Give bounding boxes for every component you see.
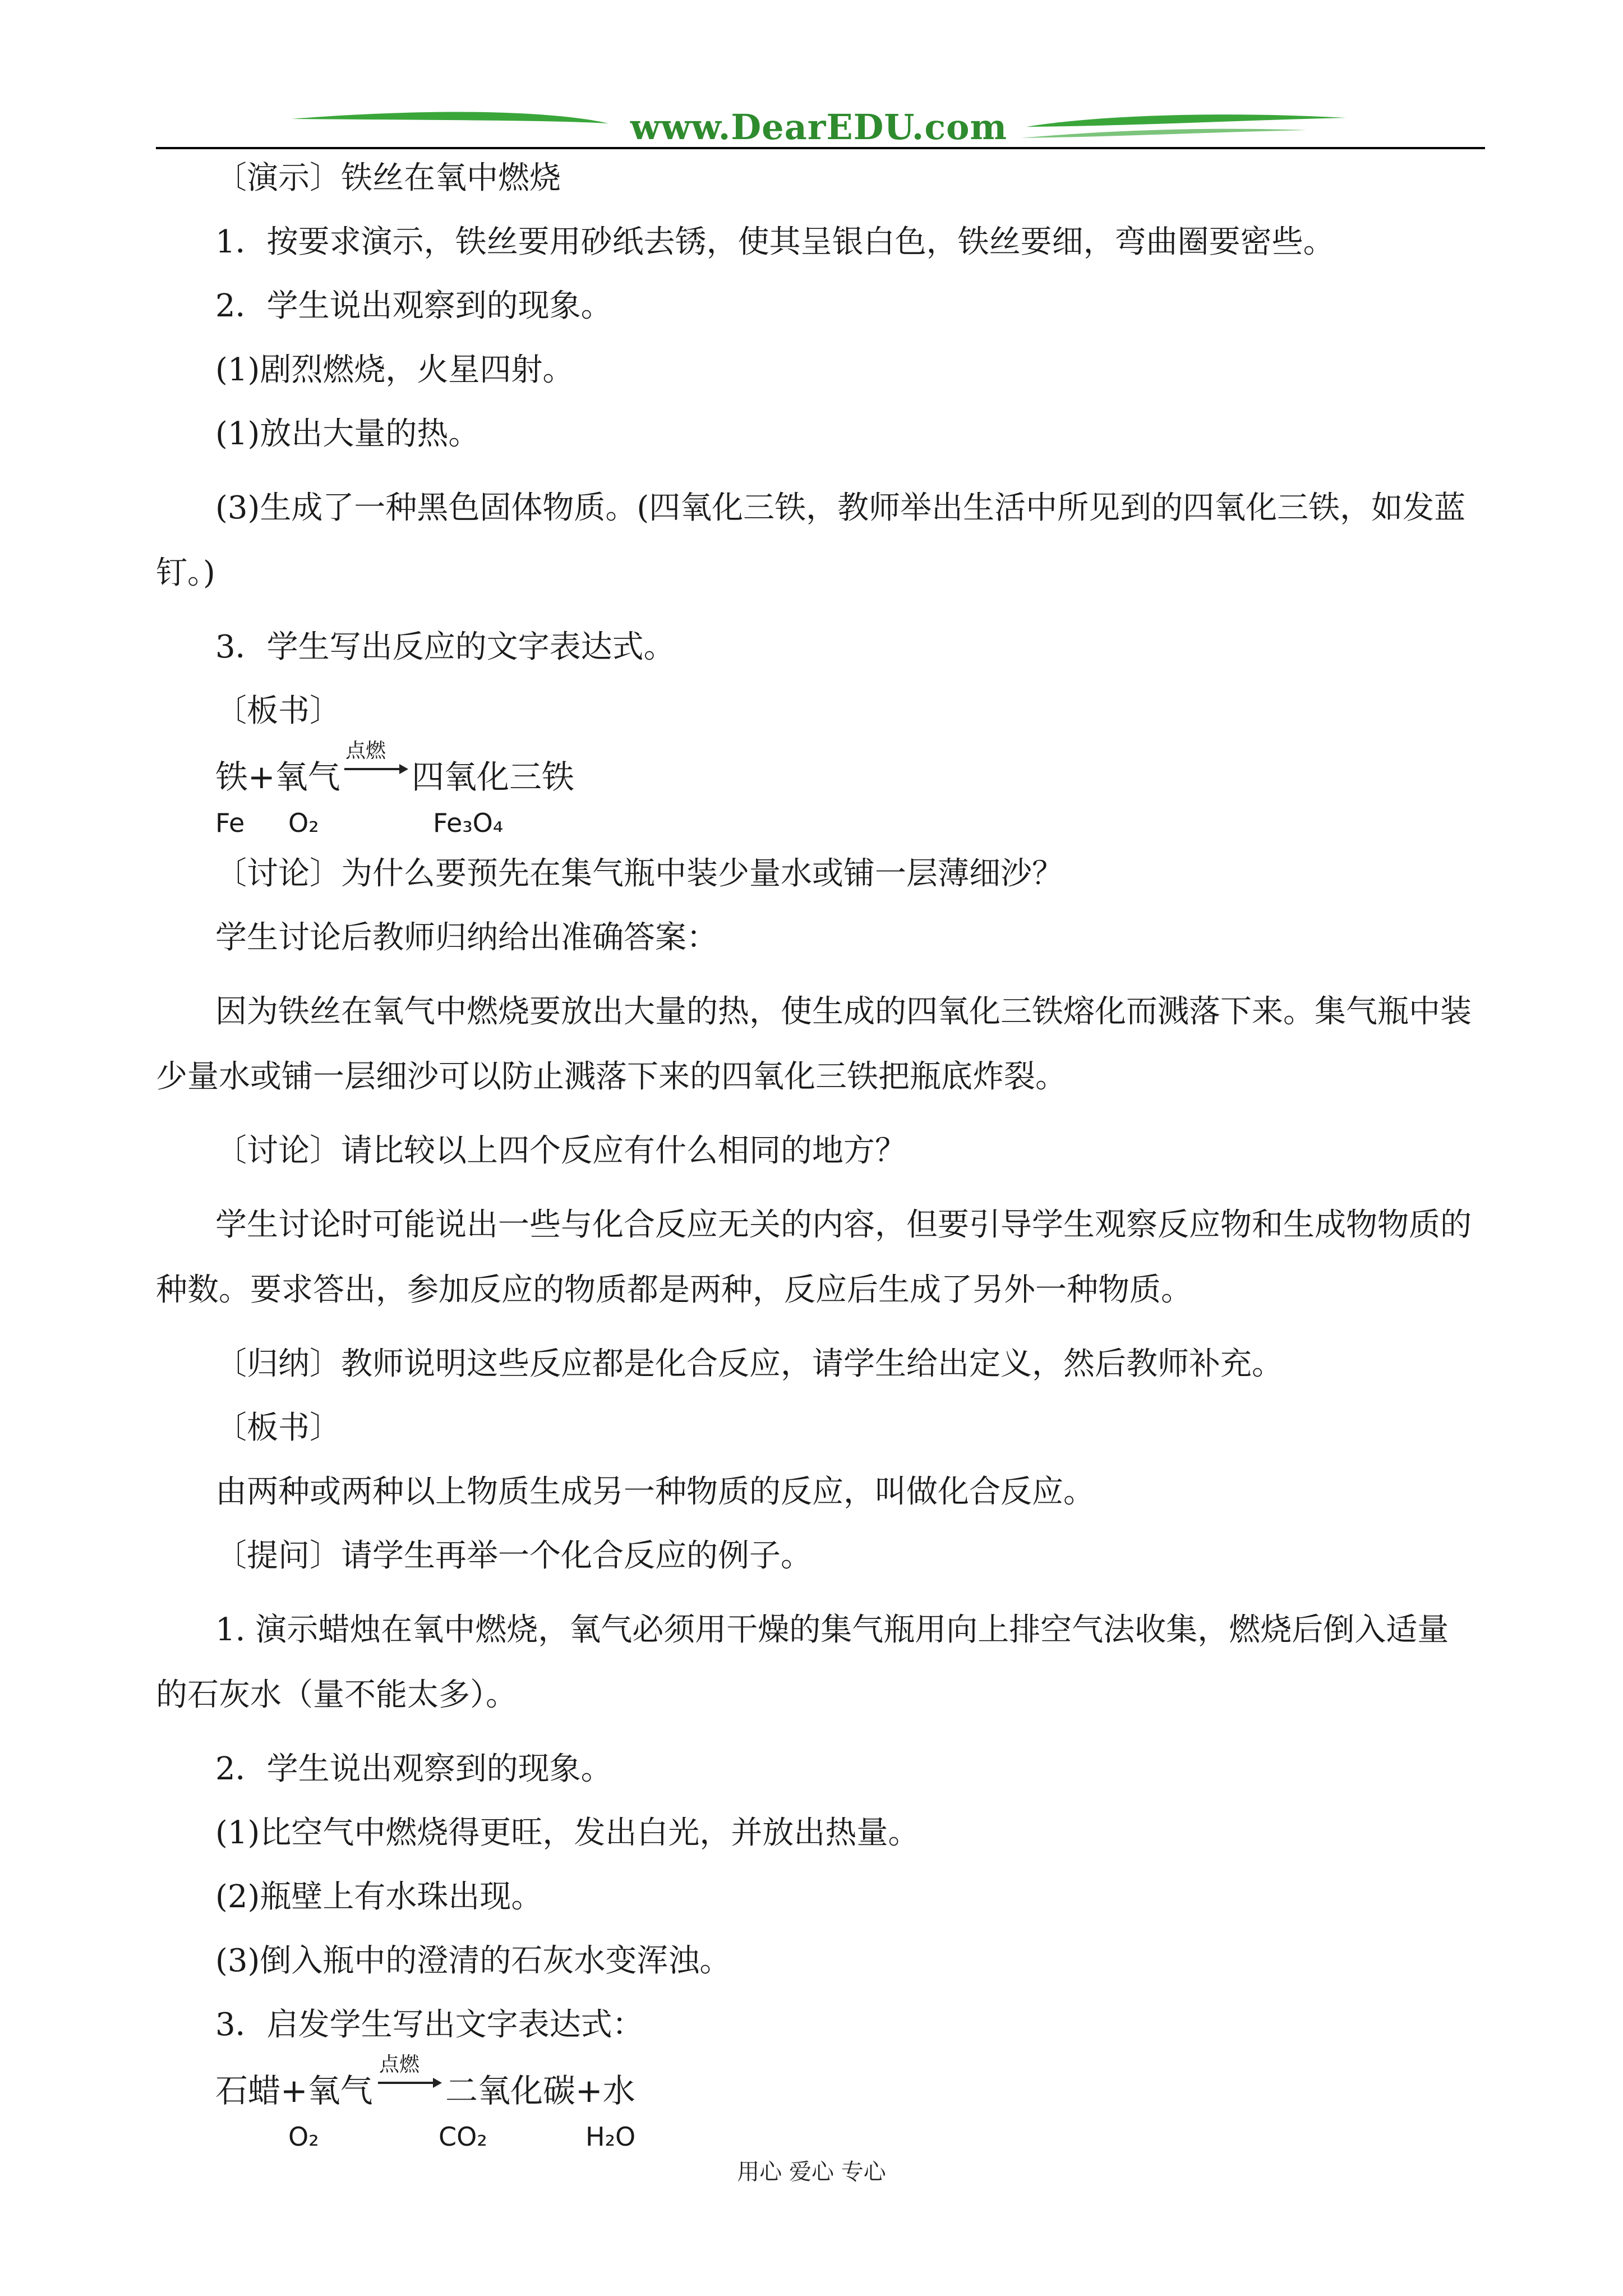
paragraph: 学生讨论后教师归纳给出准确答案：	[215, 919, 718, 956]
paragraph: (1)剧烈燃烧，火星四射。	[215, 352, 574, 388]
paragraph: 由两种或两种以上物质生成另一种物质的反应，叫做化合反应。	[215, 1474, 1095, 1510]
paragraph: 因为铁丝在氧气中燃烧要放出大量的热，使生成的四氧化三铁熔化而溅落下来。集气瓶中装少量水或铺一层细沙可以防止溅落下来的四氧化三铁把瓶底炸裂。	[156, 993, 1472, 1095]
paragraph: (3)生成了一种黑色固体物质。(四氧化三铁，教师举出生活中所见到的四氧化三铁，如发蓝钉。)	[156, 490, 1466, 591]
equation-iron-oxygen	[215, 734, 1478, 846]
paragraph: (2)瓶壁上有水珠出现。	[215, 1879, 543, 1915]
paragraph: 学生讨论时可能说出一些与化合反应无关的内容，但要引导学生观察反应物和生成物物质的种数。要求答出，参加反应的物质都是两种，反应后生成了另外一种物质。	[156, 1207, 1472, 1308]
eq1-condition: 点燃	[345, 739, 386, 762]
eq1-product: 四氧化三铁	[412, 758, 575, 796]
paragraph: 2．学生说出观察到的现象。	[215, 1751, 612, 1787]
paragraph: 1．按要求演示，铁丝要用砂纸去锈，使其呈银白色，铁丝要细，弯曲圈要密些。	[215, 224, 1335, 260]
eq1-formula-fe3o4: Fe₃O₄	[433, 808, 504, 838]
page-header	[0, 0, 1623, 157]
paragraph: 〔讨论〕请比较以上四个反应有什么相同的地方？	[215, 1133, 906, 1169]
eq2-formula-co2: CO₂	[439, 2122, 487, 2152]
eq2-reactants: 石蜡+氧气	[215, 2072, 373, 2110]
eq1-formula-fe: Fe	[215, 808, 245, 838]
eq1-formula-o2: O₂	[288, 808, 319, 838]
paragraph: 〔板书〕	[215, 693, 341, 729]
paragraph: (1)放出大量的热。	[215, 416, 480, 452]
arrow-icon	[377, 2074, 444, 2091]
paragraph: 〔提问〕请学生再举一个化合反应的例子。	[215, 1538, 812, 1574]
eq2-formula-o2: O₂	[288, 2122, 319, 2152]
eq2-product: 二氧化碳+水	[445, 2072, 635, 2110]
paragraph: 1. 演示蜡烛在氧中燃烧，氧气必须用干燥的集气瓶用向上排空气法收集，燃烧后倒入适量的石灰水（量不能太多）。	[156, 1612, 1449, 1713]
document-body	[156, 156, 1478, 2160]
paragraph: 〔讨论〕为什么要预先在集气瓶中装少量水或铺一层薄细沙？	[215, 855, 1063, 892]
eq2-condition: 点燃	[379, 2053, 420, 2076]
paragraph: 〔板书〕	[215, 1410, 341, 1446]
arrow-icon	[343, 761, 411, 777]
paragraph: (3)倒入瓶中的澄清的石灰水变浑浊。	[215, 1943, 731, 1979]
paragraph: 〔归纳〕教师说明这些反应都是化合反应，请学生给出定义，然后教师补充。	[215, 1346, 1283, 1382]
page-footer: 用心 爱心 专心	[737, 2159, 886, 2185]
paragraph: 〔演示〕铁丝在氧中燃烧	[215, 160, 561, 196]
eq1-reactants: 铁+氧气	[215, 758, 340, 796]
site-logo: www.DearEDU.com	[630, 107, 1008, 148]
equation-paraffin-oxygen	[215, 2047, 1478, 2160]
eq2-formula-h2o: H₂O	[585, 2122, 636, 2152]
paragraph: 3．启发学生写出文字表达式：	[215, 2007, 644, 2043]
paragraph: (1)比空气中燃烧得更旺，发出白光，并放出热量。	[215, 1815, 920, 1851]
paragraph: 3．学生写出反应的文字表达式。	[215, 629, 675, 665]
paragraph: 2．学生说出观察到的现象。	[215, 288, 612, 324]
